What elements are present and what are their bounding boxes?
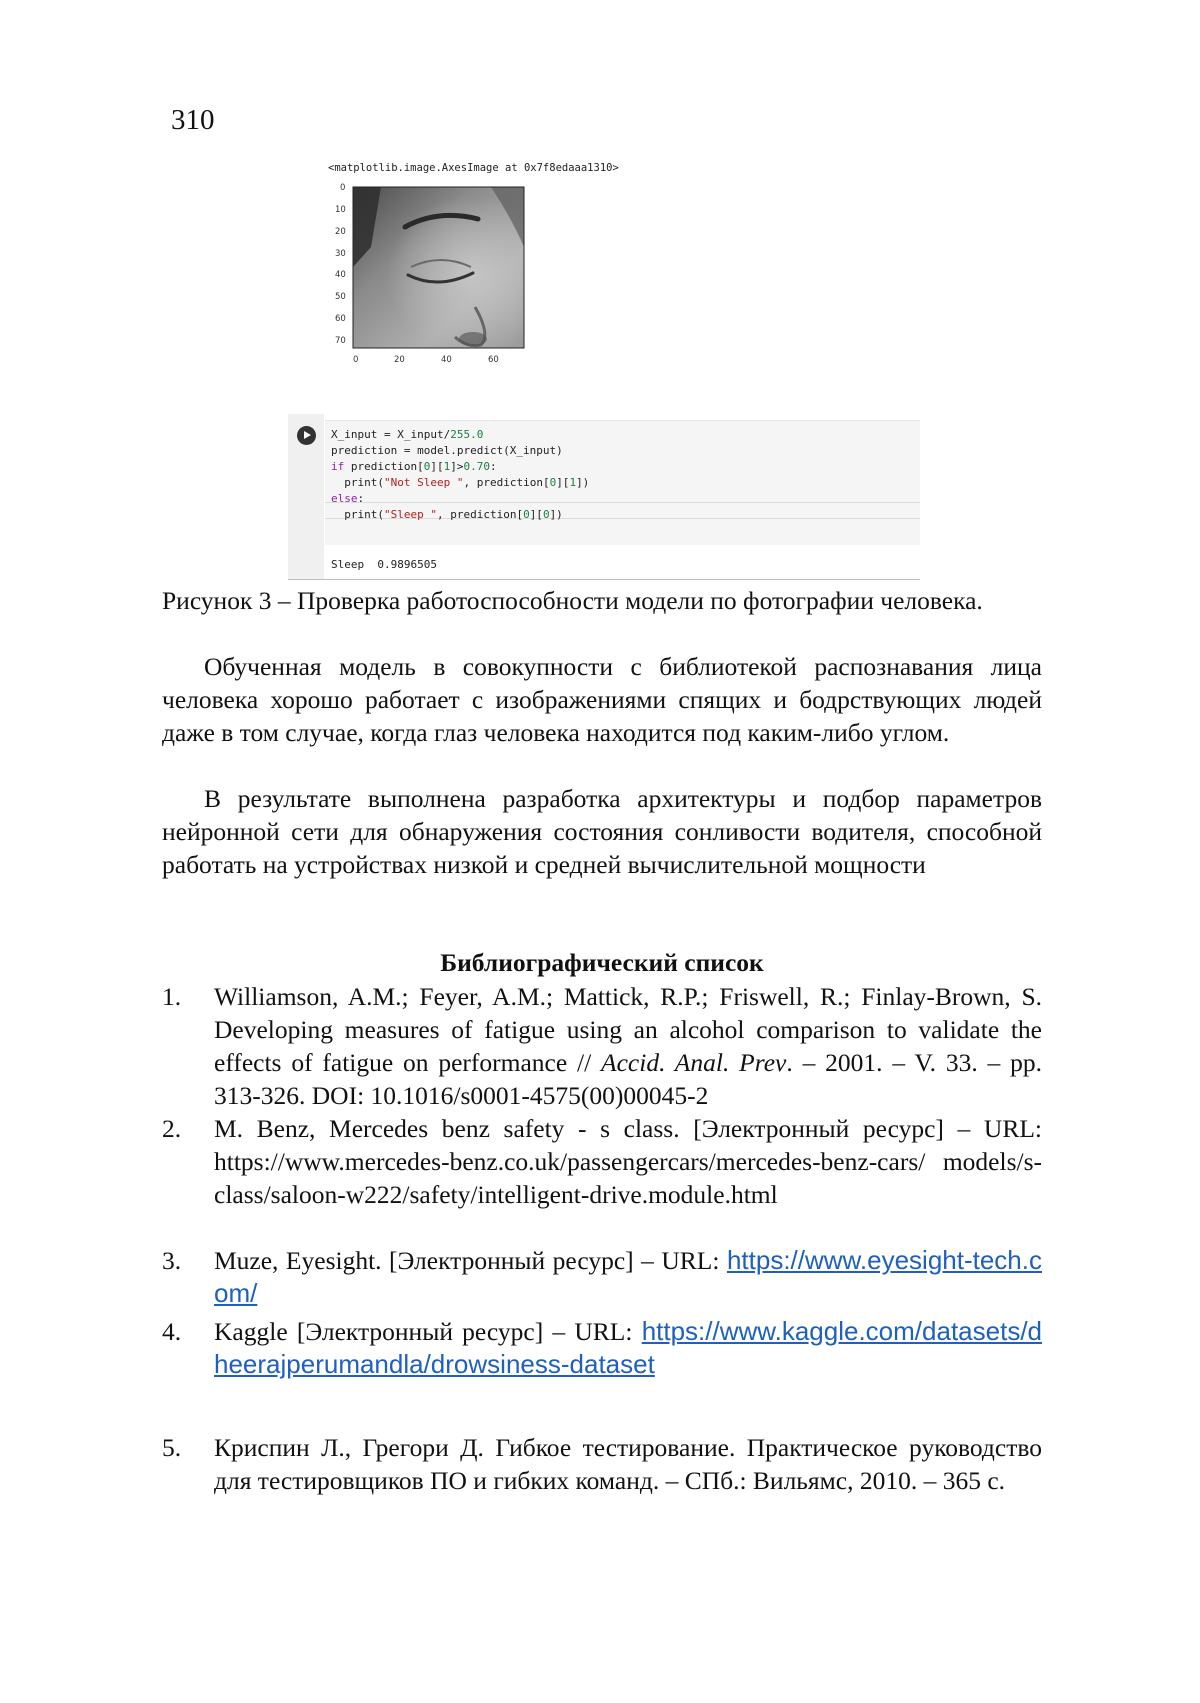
cell-gutter [288,414,324,580]
reference-text: M. Benz, Mercedes benz safety - s class. [Электронный ресурс] – URL: https://www.mercedes-benz.co.uk/passengercars/mercedes-benz-cars/ models/s-class/saloon-w222/safety/intelligent-drive.module.html [214,1114,1042,1209]
x-tick: 0 [353,355,359,365]
y-tick: 70 [335,336,346,346]
line-highlight-border [325,502,920,503]
code-cell [288,414,920,580]
y-tick: 10 [335,205,346,215]
bibliography-item-number: 4. [162,1317,182,1346]
code-line [331,444,563,457]
axes-image-repr: <matplotlib.image.AxesImage at 0x7f8edaaa1310> [328,162,619,174]
reference-link[interactable]: https://www.kaggle.com/datasets/dheerajperumandla/drowsiness-dataset [214,1316,1042,1379]
paragraph: В результате выполнена разработка архитектуры и подбор параметров нейронной сети для обнаружения состояния сонливости водителя, способной работать на устройствах низкой и средней вычислительной мощности [162,784,1042,879]
x-tick: 40 [441,355,452,365]
code-line [331,492,364,505]
y-tick: 20 [335,227,346,237]
bibliography-item-text [214,1315,1042,1381]
code-token: ]> [450,460,464,473]
bibliography-item [162,980,1042,1112]
y-tick: 30 [335,249,346,259]
code-token: X_input = X_input/ [331,428,451,441]
code-token: "Sleep " [383,508,437,521]
bibliography-item-number: 3. [162,1246,182,1275]
reference-text: Kaggle [Электронный ресурс] – URL: [214,1317,642,1346]
y-tick: 60 [335,314,346,324]
y-tick: 0 [340,183,346,193]
reference-text: Криспин Л., Грегори Д. Гибкое тестирование. Практическое руководство для тестировщиков ПО и гибких команд. – СПб.: Вильямс, 2010. – 365 с. [214,1433,1042,1495]
code-token: 1 [569,476,577,489]
code-token: 0 [423,460,431,473]
code-line [331,460,497,473]
code-token: 0 [523,508,530,521]
code-token: "Not Sleep " [383,476,464,489]
code-token: : [489,460,497,473]
bibliography-item-number: 5. [162,1433,182,1462]
code-token: ]) [549,508,563,521]
journal-title: Accid. Anal. Prev [601,1048,787,1077]
run-cell-button[interactable] [297,426,316,445]
paragraph: Обученная модель в совокупности с библиотекой распознавания лица человека хорошо работает с изображениями спящих и бодрствующих людей даже в том случае, когда глаз человека находится под каким-либо углом. [162,652,1042,747]
reference-text: . – 2001. – V. 33. – pp. 313-326. DOI: 10.1016/s0001-4575(00)00045-2 [214,1048,1042,1110]
reference-text: Muze, Eyesight. [Электронный ресурс] – URL: [214,1246,727,1275]
code-token: prediction[ [344,460,424,473]
bibliography-item [162,1315,1042,1381]
code-token: if [331,460,345,473]
code-line [331,476,589,489]
code-token: : [357,492,365,505]
code-token: , prediction[ [463,476,550,489]
code-token: 0 [549,476,557,489]
bibliography-item [162,1244,1042,1310]
code-line [331,508,563,521]
x-tick: 60 [488,355,499,365]
reference-link[interactable]: https://www.eyesight-tech.com/ [214,1245,1042,1308]
code-token: , prediction[ [436,508,524,521]
code-line [331,428,483,441]
code-token: print( [331,508,384,521]
bibliography-item-text [214,980,1042,1112]
bibliography-item-number: 2. [162,1114,182,1143]
cell-output: Sleep 0.9896505 [331,558,437,571]
bibliography-title: Библиографический список [440,948,764,977]
code-token: ][ [430,460,444,473]
y-tick: 50 [335,292,346,302]
bibliography-item-number: 1. [162,982,182,1011]
bibliography-item [162,1431,1042,1497]
code-token: prediction = model.predict(X_input) [331,444,563,457]
code-token: 255.0 [450,428,484,441]
bibliography-item [162,1112,1042,1211]
reference-text: Williamson, A.M.; Feyer, A.M.; Mattick, R.P.; Friswell, R.; Finlay-Brown, S. Developing measures of fatigue using an alcohol comparison to validate the effects of fatigue on performance // [214,982,1042,1077]
code-token: print( [331,476,384,489]
code-token: ][ [556,476,570,489]
code-token: 1 [443,460,451,473]
bibliography-item-text [214,1431,1042,1497]
axes-frame [353,187,524,348]
figure-caption: Рисунок 3 – Проверка работоспособности модели по фотографии человека. [162,586,983,615]
bibliography-item-text [214,1244,1042,1310]
code-token: ]) [576,476,590,489]
y-tick: 40 [335,270,346,280]
figure [328,162,668,392]
code-token: ][ [529,508,543,521]
code-token: else [331,492,358,505]
code-token: 0.70 [463,460,490,473]
x-tick: 20 [394,355,405,365]
code-token: 0 [542,508,550,521]
page-number: 310 [171,104,215,136]
cell-divider [288,579,920,580]
bibliography-item-text [214,1112,1042,1211]
